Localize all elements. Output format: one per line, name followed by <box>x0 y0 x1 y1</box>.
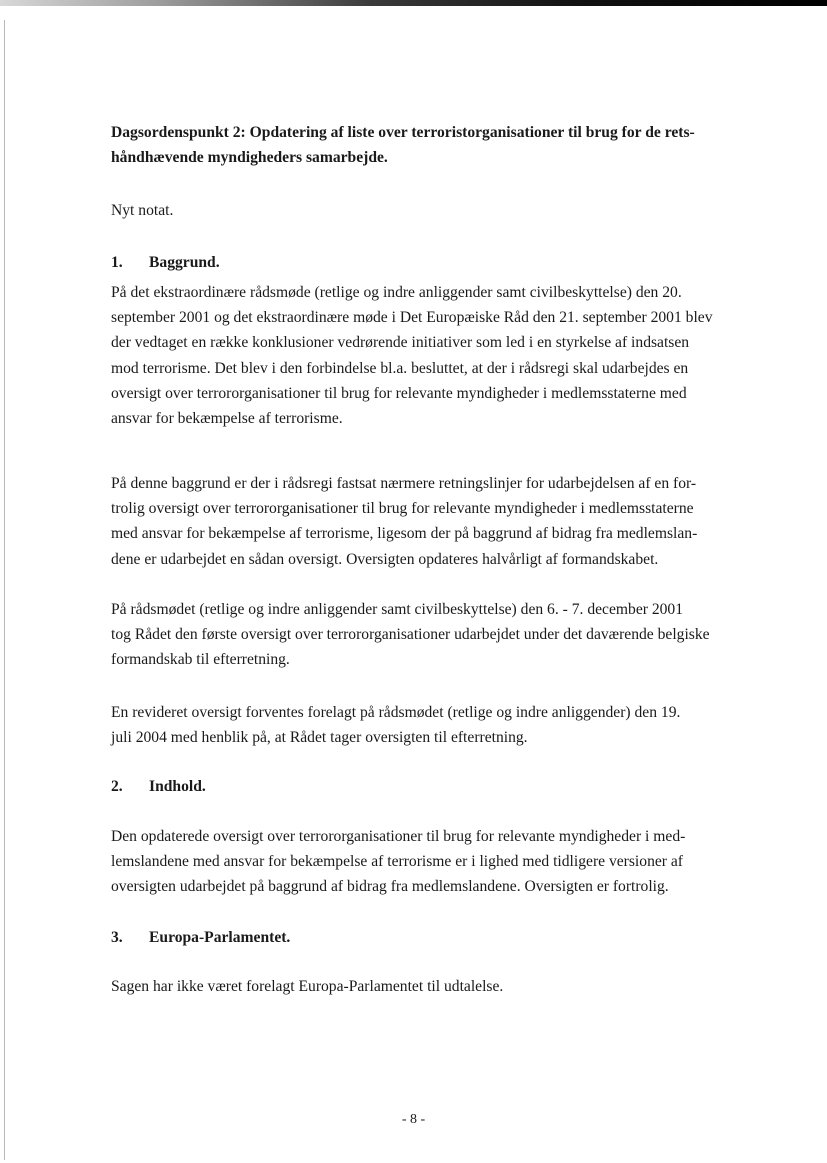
document-note: Nyt notat. <box>111 202 174 219</box>
text-line: På rådsmødet (retlige og indre anliggender samt civilbeskyttelse) den 6. - 7. december 2001 <box>111 601 684 618</box>
text-line: lemslandene med ansvar for bekæmpelse af terrorisme er i lighed med tidligere versioner af <box>111 853 683 871</box>
section-1-paragraph-2 <box>111 471 697 572</box>
document-page <box>111 120 756 995</box>
text-line: På denne baggrund er der i rådsregi fastsat nærmere retningslinjer for udarbejdelsen af en for- <box>111 475 697 492</box>
section-1-title <box>111 250 220 275</box>
section-label: Baggrund. <box>149 254 220 271</box>
text-line: oversigt over terrororganisationer til brug for relevante myndigheder i medlemsstaterne med <box>111 384 687 402</box>
section-2-paragraph-1 <box>111 824 685 900</box>
text-line: ansvar for bekæmpelse af terrorisme. <box>111 410 343 428</box>
section-3-paragraph-1 <box>111 974 503 999</box>
text-line: tog Rådet den første oversigt over terrororganisationer udarbejdet under det daværende belgiske <box>111 626 710 644</box>
scan-edge-left <box>4 20 5 1160</box>
section-1-paragraph-1 <box>111 280 713 431</box>
text-line: På det ekstraordinære rådsmøde (retlige og indre anliggender samt civilbeskyttelse) den 20. <box>111 284 682 301</box>
text-line: der vedtaget en række konklusioner vedrørende initiativer som led i en styrkelse af indsatsen <box>111 334 690 352</box>
text-line: En revideret oversigt forventes forelagt på rådsmødet (retlige og indre anliggender) den 19. <box>111 704 681 721</box>
heading-line: håndhævende myndigheders samarbejde. <box>111 149 388 167</box>
text-line: Den opdaterede oversigt over terrororganisationer til brug for relevante myndigheder i med- <box>111 828 686 845</box>
section-number: 2. <box>111 778 123 795</box>
text-line: oversigten udarbejdet på baggrund af bidrag fra medlemslandene. Oversigten er fortrolig. <box>111 878 669 896</box>
text-line: formandskab til efterretning. <box>111 651 290 669</box>
text-line: dene er udarbejdet en sådan oversigt. Oversigten opdateres halvårligt af formandskabet. <box>111 550 659 568</box>
text-line: trolig oversigt over terrororganisationer til brug for relevante myndigheder i medlemsstaterne <box>111 500 694 518</box>
section-3-title <box>111 925 290 950</box>
page-number: - 8 - <box>401 1112 426 1127</box>
section-2-title <box>111 774 206 799</box>
section-label: Europa-Parlamentet. <box>149 929 291 946</box>
text-line: september 2001 og det ekstraordinære møde i Det Europæiske Råd den 21. september 2001 blev <box>111 309 713 327</box>
text-line: med ansvar for bekæmpelse af terrorisme, ligesom der på baggrund af bidrag fra medlemslan- <box>111 525 698 543</box>
heading-line: Dagsordenspunkt 2: Opdatering af liste over terroristorganisationer til brug for de rets- <box>111 124 695 141</box>
section-1-paragraph-4 <box>111 700 680 750</box>
section-label: Indhold. <box>149 778 206 795</box>
section-number: 3. <box>111 929 123 946</box>
text-line: juli 2004 med henblik på, at Rådet tager oversigten til efterretning. <box>111 729 528 747</box>
document-heading <box>111 120 756 170</box>
section-number: 1. <box>111 254 123 271</box>
scan-edge-top <box>0 0 827 6</box>
text-line: mod terrorisme. Det blev i den forbindelse bl.a. besluttet, at der i rådsregi skal udarbejdes en <box>111 359 689 377</box>
text-line: Sagen har ikke været forelagt Europa-Parlamentet til udtalelse. <box>111 978 504 995</box>
section-1-paragraph-3 <box>111 597 710 673</box>
